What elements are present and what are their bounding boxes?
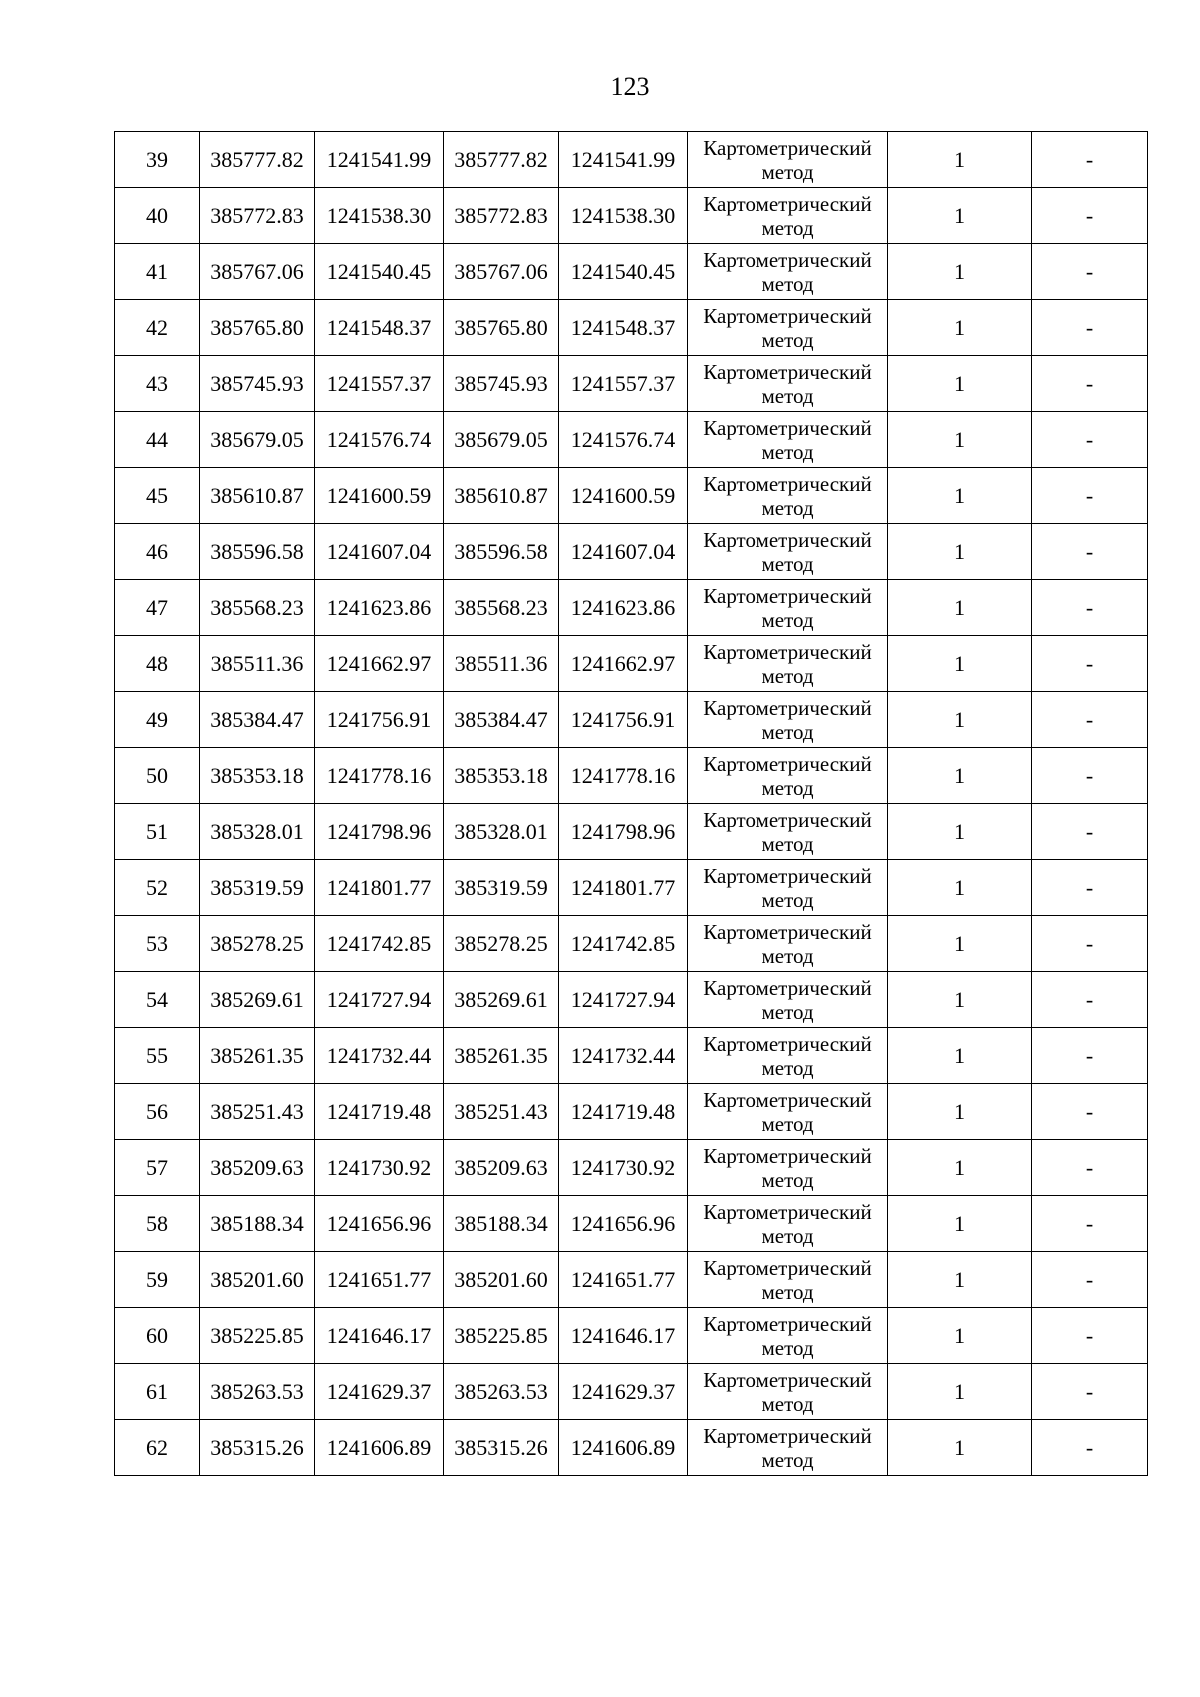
cell-y-refined: 1241730.92 [559, 1140, 688, 1196]
cell-x-existing: 385328.01 [200, 804, 315, 860]
method-line-1: Картометрический [703, 303, 872, 328]
cell-y-existing: 1241719.48 [315, 1084, 444, 1140]
method-line-1: Картометрический [703, 751, 872, 776]
table-row [115, 300, 1148, 356]
cell-point-number: 45 [115, 468, 200, 524]
table-row [115, 1196, 1148, 1252]
cell-note: - [1032, 468, 1148, 524]
method-line-2: метод [761, 831, 814, 856]
method-line-2: метод [761, 439, 814, 464]
cell-method [688, 972, 888, 1028]
method-line-1: Картометрический [703, 1423, 872, 1448]
cell-x-refined: 385319.59 [444, 860, 559, 916]
cell-method [688, 1252, 888, 1308]
table-row [115, 468, 1148, 524]
cell-method [688, 692, 888, 748]
cell-method [688, 748, 888, 804]
cell-y-existing: 1241557.37 [315, 356, 444, 412]
cell-y-refined: 1241756.91 [559, 692, 688, 748]
cell-note: - [1032, 524, 1148, 580]
cell-x-existing: 385319.59 [200, 860, 315, 916]
cell-point-number: 53 [115, 916, 200, 972]
table-row [115, 524, 1148, 580]
cell-x-refined: 385188.34 [444, 1196, 559, 1252]
cell-accuracy: 1 [888, 300, 1032, 356]
cell-accuracy: 1 [888, 580, 1032, 636]
cell-note: - [1032, 1364, 1148, 1420]
cell-accuracy: 1 [888, 1420, 1032, 1476]
table-row [115, 188, 1148, 244]
method-line-2: метод [761, 1111, 814, 1136]
cell-method [688, 916, 888, 972]
cell-note: - [1032, 860, 1148, 916]
cell-x-refined: 385772.83 [444, 188, 559, 244]
cell-x-existing: 385315.26 [200, 1420, 315, 1476]
cell-x-existing: 385188.34 [200, 1196, 315, 1252]
cell-accuracy: 1 [888, 916, 1032, 972]
method-line-1: Картометрический [703, 1199, 872, 1224]
method-line-1: Картометрический [703, 1031, 872, 1056]
cell-y-refined: 1241541.99 [559, 132, 688, 188]
cell-x-refined: 385384.47 [444, 692, 559, 748]
cell-y-existing: 1241742.85 [315, 916, 444, 972]
cell-y-existing: 1241607.04 [315, 524, 444, 580]
cell-y-refined: 1241651.77 [559, 1252, 688, 1308]
method-line-2: метод [761, 271, 814, 296]
cell-x-existing: 385765.80 [200, 300, 315, 356]
method-line-2: метод [761, 159, 814, 184]
cell-note: - [1032, 580, 1148, 636]
method-line-2: метод [761, 999, 814, 1024]
cell-y-refined: 1241540.45 [559, 244, 688, 300]
method-line-2: метод [761, 943, 814, 968]
method-line-2: метод [761, 775, 814, 800]
cell-point-number: 43 [115, 356, 200, 412]
cell-method [688, 1028, 888, 1084]
cell-point-number: 39 [115, 132, 200, 188]
method-line-1: Картометрический [703, 359, 872, 384]
cell-x-refined: 385679.05 [444, 412, 559, 468]
cell-method [688, 1084, 888, 1140]
cell-y-existing: 1241629.37 [315, 1364, 444, 1420]
cell-point-number: 40 [115, 188, 200, 244]
cell-accuracy: 1 [888, 692, 1032, 748]
method-line-2: метод [761, 1391, 814, 1416]
cell-y-refined: 1241576.74 [559, 412, 688, 468]
table-row [115, 636, 1148, 692]
cell-accuracy: 1 [888, 1084, 1032, 1140]
cell-accuracy: 1 [888, 1364, 1032, 1420]
cell-x-refined: 385315.26 [444, 1420, 559, 1476]
cell-note: - [1032, 804, 1148, 860]
cell-y-existing: 1241646.17 [315, 1308, 444, 1364]
table-row [115, 1364, 1148, 1420]
cell-x-refined: 385225.85 [444, 1308, 559, 1364]
table-row [115, 1420, 1148, 1476]
cell-accuracy: 1 [888, 524, 1032, 580]
cell-point-number: 58 [115, 1196, 200, 1252]
cell-note: - [1032, 188, 1148, 244]
cell-note: - [1032, 356, 1148, 412]
cell-x-existing: 385278.25 [200, 916, 315, 972]
cell-accuracy: 1 [888, 412, 1032, 468]
cell-y-existing: 1241756.91 [315, 692, 444, 748]
cell-x-refined: 385263.53 [444, 1364, 559, 1420]
method-line-1: Картометрический [703, 919, 872, 944]
cell-x-existing: 385767.06 [200, 244, 315, 300]
cell-note: - [1032, 748, 1148, 804]
method-line-2: метод [761, 551, 814, 576]
cell-x-existing: 385384.47 [200, 692, 315, 748]
cell-x-refined: 385745.93 [444, 356, 559, 412]
cell-point-number: 55 [115, 1028, 200, 1084]
method-line-1: Картометрический [703, 1087, 872, 1112]
cell-y-refined: 1241801.77 [559, 860, 688, 916]
table-row [115, 1028, 1148, 1084]
method-line-1: Картометрический [703, 527, 872, 552]
cell-point-number: 56 [115, 1084, 200, 1140]
cell-note: - [1032, 1420, 1148, 1476]
table-body [115, 132, 1148, 1476]
table-row [115, 916, 1148, 972]
cell-y-refined: 1241548.37 [559, 300, 688, 356]
page-number: 123 [610, 72, 650, 101]
cell-x-refined: 385269.61 [444, 972, 559, 1028]
cell-note: - [1032, 1308, 1148, 1364]
cell-point-number: 48 [115, 636, 200, 692]
cell-x-existing: 385353.18 [200, 748, 315, 804]
method-line-1: Картометрический [703, 1255, 872, 1280]
cell-point-number: 57 [115, 1140, 200, 1196]
method-line-1: Картометрический [703, 863, 872, 888]
cell-x-refined: 385767.06 [444, 244, 559, 300]
cell-y-existing: 1241798.96 [315, 804, 444, 860]
cell-method [688, 1196, 888, 1252]
cell-x-existing: 385777.82 [200, 132, 315, 188]
method-line-1: Картометрический [703, 247, 872, 272]
cell-note: - [1032, 1252, 1148, 1308]
cell-x-existing: 385772.83 [200, 188, 315, 244]
cell-x-refined: 385568.23 [444, 580, 559, 636]
cell-y-existing: 1241656.96 [315, 1196, 444, 1252]
cell-point-number: 52 [115, 860, 200, 916]
method-line-2: метод [761, 327, 814, 352]
method-line-2: метод [761, 663, 814, 688]
table-row [115, 860, 1148, 916]
coordinates-table [114, 131, 1148, 1476]
method-line-2: метод [761, 1447, 814, 1472]
cell-y-refined: 1241646.17 [559, 1308, 688, 1364]
method-line-1: Картометрический [703, 135, 872, 160]
cell-y-existing: 1241732.44 [315, 1028, 444, 1084]
cell-x-existing: 385596.58 [200, 524, 315, 580]
method-line-2: метод [761, 887, 814, 912]
cell-y-existing: 1241576.74 [315, 412, 444, 468]
cell-x-refined: 385261.35 [444, 1028, 559, 1084]
cell-method [688, 300, 888, 356]
cell-x-existing: 385610.87 [200, 468, 315, 524]
cell-x-refined: 385777.82 [444, 132, 559, 188]
table-row [115, 1140, 1148, 1196]
cell-note: - [1032, 1196, 1148, 1252]
cell-method [688, 244, 888, 300]
cell-y-refined: 1241606.89 [559, 1420, 688, 1476]
method-line-1: Картометрический [703, 807, 872, 832]
cell-note: - [1032, 412, 1148, 468]
cell-y-existing: 1241662.97 [315, 636, 444, 692]
cell-y-existing: 1241623.86 [315, 580, 444, 636]
table-row [115, 132, 1148, 188]
cell-accuracy: 1 [888, 972, 1032, 1028]
method-line-2: метод [761, 719, 814, 744]
method-line-1: Картометрический [703, 1367, 872, 1392]
cell-note: - [1032, 636, 1148, 692]
cell-x-existing: 385269.61 [200, 972, 315, 1028]
cell-note: - [1032, 972, 1148, 1028]
cell-method [688, 524, 888, 580]
cell-y-refined: 1241778.16 [559, 748, 688, 804]
method-line-2: метод [761, 1167, 814, 1192]
cell-accuracy: 1 [888, 1252, 1032, 1308]
cell-y-refined: 1241662.97 [559, 636, 688, 692]
cell-x-existing: 385261.35 [200, 1028, 315, 1084]
cell-y-existing: 1241541.99 [315, 132, 444, 188]
cell-y-refined: 1241600.59 [559, 468, 688, 524]
method-line-2: метод [761, 1055, 814, 1080]
cell-note: - [1032, 916, 1148, 972]
cell-note: - [1032, 132, 1148, 188]
cell-x-existing: 385209.63 [200, 1140, 315, 1196]
cell-y-refined: 1241538.30 [559, 188, 688, 244]
cell-method [688, 356, 888, 412]
cell-y-refined: 1241656.96 [559, 1196, 688, 1252]
cell-point-number: 50 [115, 748, 200, 804]
method-line-2: метод [761, 1279, 814, 1304]
cell-note: - [1032, 300, 1148, 356]
cell-point-number: 44 [115, 412, 200, 468]
method-line-2: метод [761, 607, 814, 632]
cell-method [688, 1364, 888, 1420]
cell-y-existing: 1241606.89 [315, 1420, 444, 1476]
cell-x-existing: 385568.23 [200, 580, 315, 636]
cell-x-existing: 385263.53 [200, 1364, 315, 1420]
cell-x-refined: 385511.36 [444, 636, 559, 692]
method-line-1: Картометрический [703, 639, 872, 664]
cell-y-existing: 1241540.45 [315, 244, 444, 300]
cell-note: - [1032, 1140, 1148, 1196]
cell-accuracy: 1 [888, 244, 1032, 300]
method-line-1: Картометрический [703, 975, 872, 1000]
cell-point-number: 61 [115, 1364, 200, 1420]
cell-y-refined: 1241732.44 [559, 1028, 688, 1084]
cell-x-existing: 385251.43 [200, 1084, 315, 1140]
cell-x-refined: 385201.60 [444, 1252, 559, 1308]
cell-method [688, 580, 888, 636]
cell-method [688, 1420, 888, 1476]
cell-x-refined: 385610.87 [444, 468, 559, 524]
cell-y-existing: 1241538.30 [315, 188, 444, 244]
cell-method [688, 636, 888, 692]
cell-x-refined: 385251.43 [444, 1084, 559, 1140]
table-row [115, 1308, 1148, 1364]
cell-x-refined: 385596.58 [444, 524, 559, 580]
cell-accuracy: 1 [888, 1140, 1032, 1196]
method-line-1: Картометрический [703, 471, 872, 496]
cell-y-refined: 1241719.48 [559, 1084, 688, 1140]
cell-x-refined: 385353.18 [444, 748, 559, 804]
cell-y-existing: 1241727.94 [315, 972, 444, 1028]
table-row [115, 804, 1148, 860]
cell-point-number: 62 [115, 1420, 200, 1476]
cell-y-existing: 1241730.92 [315, 1140, 444, 1196]
table-row [115, 692, 1148, 748]
cell-x-existing: 385679.05 [200, 412, 315, 468]
table-row [115, 748, 1148, 804]
cell-accuracy: 1 [888, 748, 1032, 804]
cell-accuracy: 1 [888, 356, 1032, 412]
cell-method [688, 860, 888, 916]
cell-y-refined: 1241742.85 [559, 916, 688, 972]
cell-x-refined: 385328.01 [444, 804, 559, 860]
cell-method [688, 468, 888, 524]
cell-method [688, 188, 888, 244]
table-row [115, 1084, 1148, 1140]
cell-accuracy: 1 [888, 468, 1032, 524]
cell-accuracy: 1 [888, 1308, 1032, 1364]
cell-y-refined: 1241798.96 [559, 804, 688, 860]
cell-point-number: 54 [115, 972, 200, 1028]
cell-y-existing: 1241778.16 [315, 748, 444, 804]
cell-accuracy: 1 [888, 188, 1032, 244]
cell-x-refined: 385209.63 [444, 1140, 559, 1196]
method-line-1: Картометрический [703, 1311, 872, 1336]
cell-accuracy: 1 [888, 132, 1032, 188]
table-row [115, 356, 1148, 412]
cell-y-existing: 1241548.37 [315, 300, 444, 356]
cell-y-refined: 1241557.37 [559, 356, 688, 412]
cell-point-number: 46 [115, 524, 200, 580]
method-line-2: метод [761, 495, 814, 520]
cell-x-refined: 385278.25 [444, 916, 559, 972]
cell-point-number: 47 [115, 580, 200, 636]
method-line-1: Картометрический [703, 1143, 872, 1168]
method-line-2: метод [761, 1335, 814, 1360]
cell-point-number: 41 [115, 244, 200, 300]
cell-x-existing: 385745.93 [200, 356, 315, 412]
cell-y-refined: 1241607.04 [559, 524, 688, 580]
cell-x-existing: 385511.36 [200, 636, 315, 692]
cell-accuracy: 1 [888, 860, 1032, 916]
cell-method [688, 412, 888, 468]
cell-y-existing: 1241600.59 [315, 468, 444, 524]
cell-method [688, 1308, 888, 1364]
cell-y-existing: 1241801.77 [315, 860, 444, 916]
cell-note: - [1032, 692, 1148, 748]
cell-y-existing: 1241651.77 [315, 1252, 444, 1308]
table-row [115, 580, 1148, 636]
method-line-1: Картометрический [703, 191, 872, 216]
method-line-1: Картометрический [703, 695, 872, 720]
cell-accuracy: 1 [888, 1196, 1032, 1252]
cell-x-existing: 385201.60 [200, 1252, 315, 1308]
cell-accuracy: 1 [888, 1028, 1032, 1084]
cell-point-number: 49 [115, 692, 200, 748]
cell-method [688, 132, 888, 188]
cell-x-existing: 385225.85 [200, 1308, 315, 1364]
table-row [115, 412, 1148, 468]
method-line-2: метод [761, 215, 814, 240]
cell-accuracy: 1 [888, 636, 1032, 692]
cell-note: - [1032, 1028, 1148, 1084]
cell-method [688, 804, 888, 860]
cell-note: - [1032, 1084, 1148, 1140]
cell-method [688, 1140, 888, 1196]
method-line-2: метод [761, 383, 814, 408]
method-line-2: метод [761, 1223, 814, 1248]
cell-accuracy: 1 [888, 804, 1032, 860]
cell-y-refined: 1241623.86 [559, 580, 688, 636]
cell-note: - [1032, 244, 1148, 300]
method-line-1: Картометрический [703, 583, 872, 608]
cell-point-number: 59 [115, 1252, 200, 1308]
cell-point-number: 51 [115, 804, 200, 860]
table-row [115, 1252, 1148, 1308]
table-row [115, 972, 1148, 1028]
cell-y-refined: 1241727.94 [559, 972, 688, 1028]
cell-point-number: 60 [115, 1308, 200, 1364]
table-row [115, 244, 1148, 300]
cell-x-refined: 385765.80 [444, 300, 559, 356]
method-line-1: Картометрический [703, 415, 872, 440]
cell-point-number: 42 [115, 300, 200, 356]
cell-y-refined: 1241629.37 [559, 1364, 688, 1420]
